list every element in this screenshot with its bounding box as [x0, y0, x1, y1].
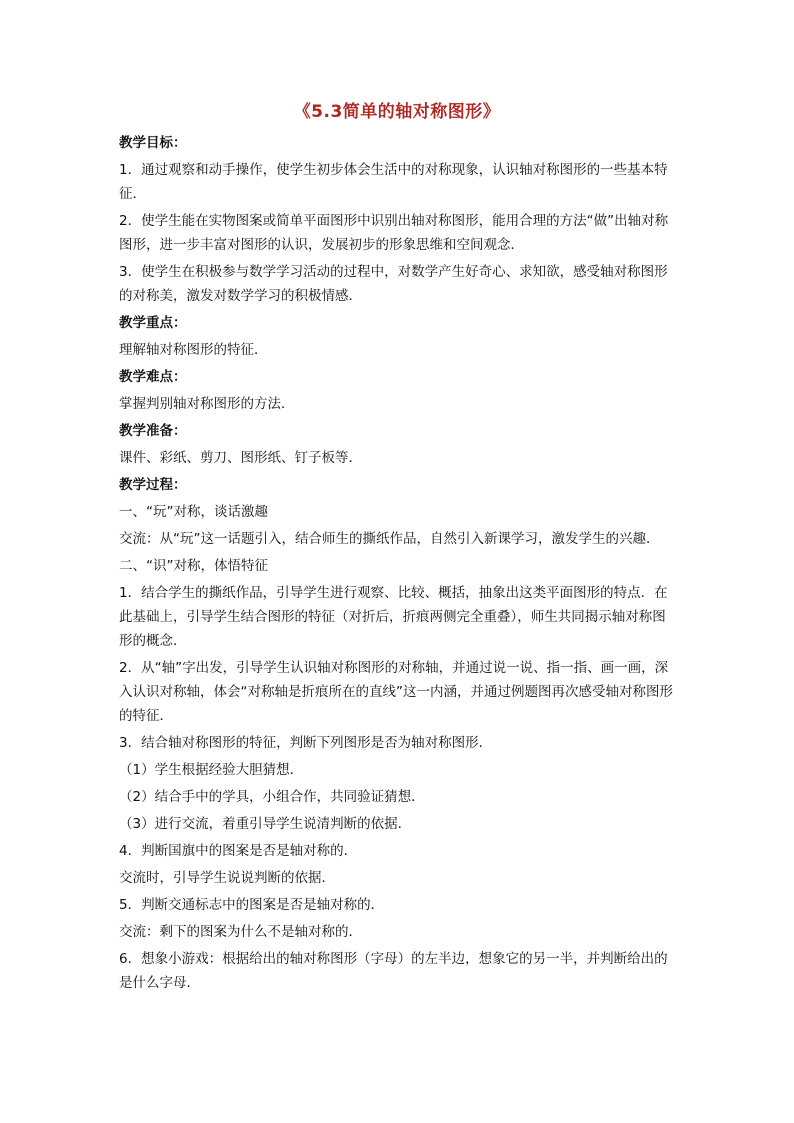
- part-1-text: 交流：从“玩”这一话题引入，结合师生的撕纸作品，自然引入新课学习，激发学生的兴趣．: [119, 531, 660, 547]
- goal-item-2: 2．使学生能在实物图案或简单平面图形中识别出轴对称图形，能用合理的方法“做”出轴对称图形，进一步丰富对图形的认识，发展初步的形象思维和空间观念．: [119, 213, 669, 253]
- part-2-item-3: 3．结合轴对称图形的特征，判断下列图形是否为轴对称图形．: [119, 735, 493, 751]
- key-points-heading: 教学重点：: [119, 315, 187, 331]
- preparation-text: 课件、彩纸、剪刀、图形纸、钉子板等．: [119, 450, 362, 466]
- part-2-item-4-text: 交流时，引导学生说说判断的依据．: [119, 870, 335, 886]
- part-2-item-5-text: 交流：剩下的图案为什么不是轴对称的．: [119, 924, 362, 940]
- part-2-item-4: 4．判断国旗中的图案是否是轴对称的．: [119, 843, 358, 859]
- document-title: 《5.3简单的轴对称图形》: [293, 102, 501, 122]
- part-2-item-3-a: （1）学生根据经验大胆猜想．: [119, 762, 304, 778]
- part-1-title: 一、“玩”对称，谈话激趣: [119, 504, 268, 520]
- part-2-item-3-b: （2）结合手中的学具，小组合作，共同验证猜想．: [119, 789, 425, 805]
- difficulty-text: 掌握判别轴对称图形的方法．: [119, 396, 295, 412]
- part-2-item-3-c: （3）进行交流，着重引导学生说清判断的依据．: [119, 816, 412, 832]
- key-points-text: 理解轴对称图形的特征．: [119, 342, 268, 358]
- process-heading: 教学过程：: [119, 477, 187, 493]
- goal-item-3: 3．使学生在积极参与数学学习活动的过程中，对数学产生好奇心、求知欲，感受轴对称图形的对称美，激发对数学学习的积极情感．: [119, 264, 668, 304]
- document-body: [119, 131, 679, 998]
- part-2-item-6: 6．想象小游戏：根据给出的轴对称图形（字母）的左半边，想象它的另一半，并判断给出的是什么字母．: [119, 951, 668, 991]
- difficulty-heading: 教学难点：: [119, 369, 187, 385]
- goals-heading: 教学目标：: [119, 135, 187, 151]
- preparation-heading: 教学准备：: [119, 423, 187, 439]
- part-2-item-5: 5．判断交通标志中的图案是否是轴对称的．: [119, 897, 385, 913]
- part-2-item-1: 1．结合学生的撕纸作品，引导学生进行观察、比较、概括，抽象出这类平面图形的特点．在此基础上，引导学生结合图形的特征（对折后，折痕两侧完全重叠），师生共同揭示轴对称图形的概念．: [119, 585, 668, 649]
- part-2-item-2: 2．从“轴”字出发，引导学生认识轴对称图形的对称轴，并通过说一说、指一指、画一画，深入认识对称轴，体会“对称轴是折痕所在的直线”这一内涵，并通过例题图再次感受轴对称图形的特征．: [119, 660, 673, 724]
- goal-item-1: 1．通过观察和动手操作，使学生初步体会生活中的对称现象，认识轴对称图形的一些基本特征．: [119, 162, 668, 202]
- part-2-title: 二、“识”对称，体悟特征: [119, 558, 268, 574]
